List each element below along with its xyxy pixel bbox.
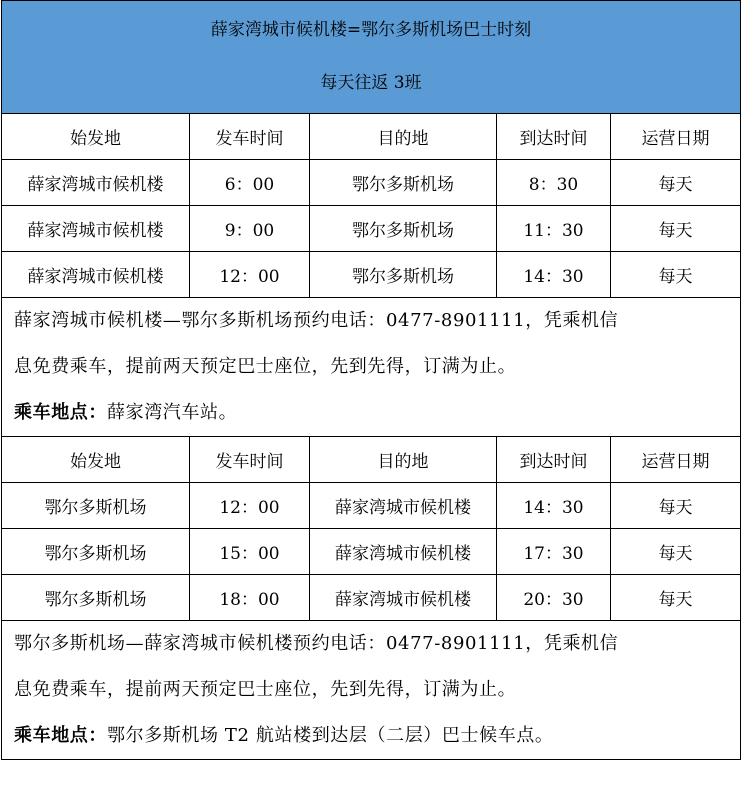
title-line-frequency: 每天往返 3班 xyxy=(320,73,422,93)
table-row xyxy=(2,206,741,252)
section1-booking-note xyxy=(2,298,741,437)
cell-operating-days: 每天 xyxy=(611,160,741,206)
table-row xyxy=(2,483,741,529)
col-header-departure: 发车时间 xyxy=(190,437,310,483)
cell-operating-days: 每天 xyxy=(611,252,741,298)
cell-origin: 鄂尔多斯机场 xyxy=(2,575,190,621)
cell-arrival: 11：30 xyxy=(497,206,611,252)
cell-departure: 15：00 xyxy=(190,529,310,575)
cell-departure: 9：00 xyxy=(190,206,310,252)
booking-note-line: 息免费乘车，提前两天预定巴士座位，先到先得，订满为止。 xyxy=(14,679,517,700)
section2-booking-note xyxy=(2,621,741,760)
cell-arrival: 14：30 xyxy=(497,252,611,298)
pickup-value: 薛家湾汽车站。 xyxy=(107,402,238,423)
booking-note-line: 薛家湾城市候机楼—鄂尔多斯机场预约电话：0477-8901111，凭乘机信 xyxy=(14,310,619,331)
cell-arrival: 20：30 xyxy=(497,575,611,621)
col-header-destination: 目的地 xyxy=(310,114,497,160)
col-header-arrival: 到达时间 xyxy=(497,437,611,483)
section2-header-row xyxy=(2,437,741,483)
cell-origin: 薛家湾城市候机楼 xyxy=(2,252,190,298)
cell-origin: 薛家湾城市候机楼 xyxy=(2,160,190,206)
col-header-destination: 目的地 xyxy=(310,437,497,483)
table-row xyxy=(2,160,741,206)
col-header-operating-days: 运营日期 xyxy=(611,114,741,160)
cell-origin: 鄂尔多斯机场 xyxy=(2,529,190,575)
cell-destination: 薛家湾城市候机楼 xyxy=(310,483,497,529)
cell-arrival: 14：30 xyxy=(497,483,611,529)
cell-operating-days: 每天 xyxy=(611,483,741,529)
cell-departure: 6：00 xyxy=(190,160,310,206)
bus-schedule-document xyxy=(1,0,740,760)
section1-header-row xyxy=(2,114,741,160)
col-header-departure: 发车时间 xyxy=(190,114,310,160)
cell-operating-days: 每天 xyxy=(611,575,741,621)
col-header-origin: 始发地 xyxy=(2,437,190,483)
cell-operating-days: 每天 xyxy=(611,206,741,252)
cell-departure: 12：00 xyxy=(190,483,310,529)
pickup-location xyxy=(14,713,730,759)
cell-departure: 12：00 xyxy=(190,252,310,298)
booking-note-line: 息免费乘车，提前两天预定巴士座位，先到先得，订满为止。 xyxy=(14,356,517,377)
cell-origin: 鄂尔多斯机场 xyxy=(2,483,190,529)
cell-arrival: 17：30 xyxy=(497,529,611,575)
pickup-label: 乘车地点： xyxy=(14,402,107,423)
pickup-value: 鄂尔多斯机场 T2 航站楼到达层（二层）巴士候车点。 xyxy=(107,725,554,746)
table-row xyxy=(2,575,741,621)
cell-destination: 鄂尔多斯机场 xyxy=(310,252,497,298)
cell-destination: 薛家湾城市候机楼 xyxy=(310,575,497,621)
cell-origin: 薛家湾城市候机楼 xyxy=(2,206,190,252)
col-header-operating-days: 运营日期 xyxy=(611,437,741,483)
schedule-title xyxy=(2,1,741,114)
title-line-route: 薛家湾城市候机楼=鄂尔多斯机场巴士时刻 xyxy=(210,20,532,40)
col-header-arrival: 到达时间 xyxy=(497,114,611,160)
col-header-origin: 始发地 xyxy=(2,114,190,160)
bus-schedule-table xyxy=(1,0,741,760)
cell-arrival: 8：30 xyxy=(497,160,611,206)
cell-departure: 18：00 xyxy=(190,575,310,621)
cell-destination: 鄂尔多斯机场 xyxy=(310,206,497,252)
pickup-location xyxy=(14,390,730,436)
cell-operating-days: 每天 xyxy=(611,529,741,575)
cell-destination: 鄂尔多斯机场 xyxy=(310,160,497,206)
table-row xyxy=(2,529,741,575)
pickup-label: 乘车地点： xyxy=(14,725,107,746)
booking-note-line: 鄂尔多斯机场—薛家湾城市候机楼预约电话：0477-8901111，凭乘机信 xyxy=(14,633,619,654)
cell-destination: 薛家湾城市候机楼 xyxy=(310,529,497,575)
table-row xyxy=(2,252,741,298)
